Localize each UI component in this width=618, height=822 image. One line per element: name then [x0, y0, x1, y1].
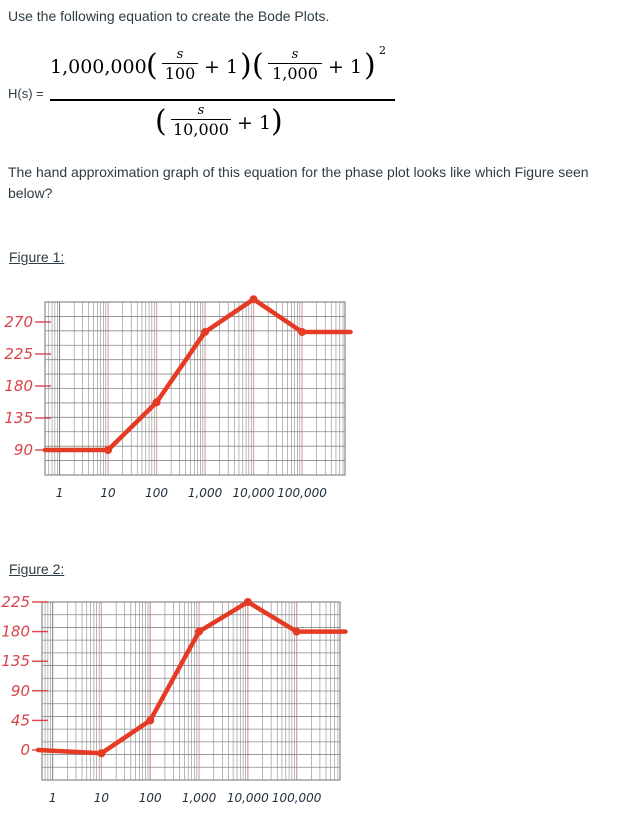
x-tick-label: 1,000 — [181, 791, 217, 805]
phase-breakpoint — [104, 446, 112, 454]
x-tick-label: 100,000 — [271, 791, 322, 805]
x-tick-label: 10,000 — [232, 486, 275, 500]
phase-breakpoint — [195, 628, 203, 636]
phase-breakpoint — [153, 398, 161, 406]
figure1-label: Figure 1: — [9, 249, 65, 265]
fraction-bar — [50, 99, 395, 101]
phase-breakpoint — [293, 628, 301, 636]
y-tick-label: 45 — [10, 711, 30, 730]
y-tick-label: 270 — [4, 313, 33, 331]
x-tick-label: 10,000 — [226, 791, 269, 805]
hs-label: H(s) = — [8, 86, 44, 101]
y-tick-label: 225 — [1, 593, 30, 611]
phase-breakpoint — [244, 598, 252, 606]
y-tick-label: 135 — [4, 409, 33, 427]
intro-text: Use the following equation to create the Bode Plots. — [8, 8, 330, 24]
phase-breakpoint — [146, 716, 154, 724]
zero1-denominator: 100 — [164, 64, 196, 83]
y-tick-label: 135 — [1, 652, 30, 671]
phase-breakpoint — [97, 749, 105, 757]
y-tick-label: 225 — [4, 345, 33, 363]
equation-numerator — [50, 42, 400, 100]
zero2-denominator: 1,000 — [272, 64, 318, 83]
zero1-plus-one: + 1 — [204, 56, 239, 78]
paren-open: ( — [252, 48, 264, 83]
x-tick-label: 1 — [48, 791, 57, 805]
zero2-plus-one: + 1 — [328, 56, 363, 78]
paren-close: ) — [364, 48, 376, 83]
x-tick-label: 100,000 — [277, 486, 327, 500]
y-tick-label: 180 — [4, 377, 33, 395]
x-tick-label: 100 — [138, 791, 162, 805]
x-tick-label: 1,000 — [187, 486, 223, 500]
equation-denominator — [155, 102, 295, 152]
equation-gain: 1,000,000 — [50, 56, 147, 78]
zero2-fraction — [268, 48, 322, 82]
figure2-chart — [0, 585, 380, 815]
y-tick-label: 0 — [20, 741, 30, 759]
pole-numerator: s — [197, 103, 205, 118]
transfer-function-equation — [50, 42, 400, 152]
pole-denominator: 10,000 — [173, 120, 229, 139]
y-tick-label: 90 — [13, 441, 33, 459]
zero1-fraction — [162, 48, 198, 82]
pole-fraction — [171, 104, 231, 138]
zero2-numerator: s — [291, 47, 299, 62]
y-tick-label: 90 — [10, 681, 30, 700]
zero1-numerator: s — [176, 47, 184, 62]
phase-breakpoint — [250, 295, 258, 303]
x-tick-label: 10 — [100, 486, 116, 500]
figure1-chart — [0, 280, 380, 510]
phase-breakpoint — [298, 328, 306, 336]
paren-open: ( — [146, 48, 158, 83]
y-tick-label: 180 — [1, 622, 30, 641]
phase-breakpoint — [201, 328, 209, 336]
question-text: The hand approximation graph of this equation for the phase plot looks like which Figure seen below? — [8, 164, 589, 201]
equation-exponent: 2 — [379, 44, 386, 57]
paren-close: ) — [240, 48, 252, 83]
x-tick-label: 1 — [55, 486, 64, 500]
figure2-label: Figure 2: — [9, 561, 65, 577]
x-tick-label: 10 — [93, 791, 110, 805]
paren-open: ( — [155, 104, 167, 139]
x-tick-label: 100 — [145, 486, 169, 500]
pole-plus-one: + 1 — [237, 112, 272, 134]
paren-close: ) — [271, 104, 283, 139]
